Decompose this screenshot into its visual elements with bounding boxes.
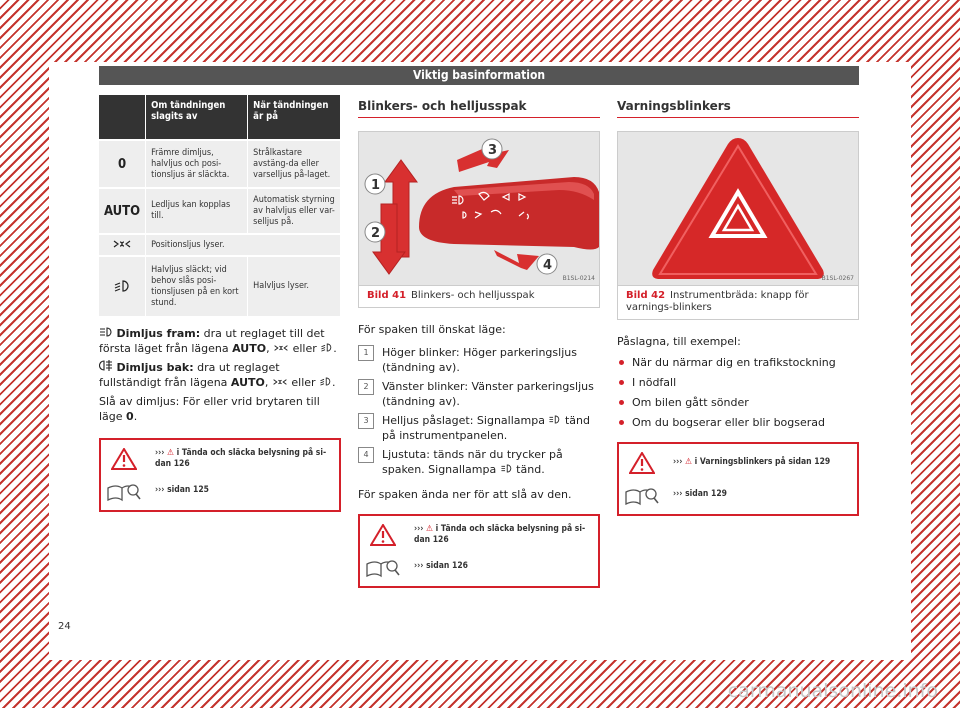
- rear-fog-label: Dimljus bak:: [116, 361, 194, 374]
- list-item: [617, 395, 859, 410]
- image-code: B1SL-0267: [821, 275, 854, 282]
- table-cell: Halvljus släckt; vid behov slås posi-tionsljusen på en kort stund.: [146, 256, 248, 316]
- front-fog-paragraph: [99, 326, 341, 356]
- reference-link[interactable]: ››› ⚠ i Varningsblinkers på sidan 129: [673, 457, 831, 467]
- table-header-off: Om tändningen slagits av: [146, 95, 248, 140]
- warning-triangle-icon: [360, 524, 406, 546]
- turn-signal-title: Blinkers- och helljusspak: [358, 95, 600, 118]
- page-reference-link[interactable]: ››› sidan 129: [673, 489, 727, 499]
- bullet-icon: [619, 380, 624, 385]
- text: Slå av dimljus: För eller vrid brytaren till läge: [99, 395, 320, 423]
- book-magnifier-icon: [101, 482, 147, 502]
- svg-text:2: 2: [371, 226, 381, 241]
- caption-text: Instrumentbräda: knapp för varnings-blinkers: [626, 290, 809, 313]
- table-cell: Strålkastare avstäng-da eller varselljus på-laget.: [248, 140, 341, 188]
- reference-text: sidan 125: [167, 485, 209, 495]
- svg-text:1: 1: [371, 178, 381, 193]
- watermark: carmanualsonline.info: [727, 680, 938, 702]
- text: ,: [266, 342, 274, 355]
- bullet-text: I nödfall: [632, 376, 677, 389]
- svg-text:4: 4: [543, 258, 553, 273]
- figure-caption: [359, 285, 599, 307]
- item-number: 4: [358, 447, 374, 463]
- text: Ljustuta: tänds när du trycker på spaken. Signallampa: [382, 448, 563, 476]
- hazard-lights-title: Varningsblinkers: [617, 95, 859, 118]
- item-number: 2: [358, 379, 374, 395]
- table-row: [99, 140, 341, 188]
- bullet-icon: [619, 400, 624, 405]
- list-item: [617, 415, 859, 430]
- position-light-icon: [273, 342, 289, 355]
- hazard-button-image: [618, 132, 858, 285]
- item-text: Vänster blinker: Vänster parkeringsljus (tändning av).: [382, 380, 594, 408]
- reference-text: i Tända och släcka belysning på si-dan 126: [414, 524, 586, 545]
- page-number: 24: [58, 621, 71, 632]
- item-text: [382, 447, 600, 477]
- text: .: [333, 342, 337, 355]
- warning-triangle-icon: [101, 448, 147, 470]
- table-cell: Främre dimljus, halvljus och posi-tionsljus är släckta.: [146, 140, 248, 188]
- svg-text:3: 3: [488, 143, 498, 158]
- table-cell: Ledljus kan kopplas till.: [146, 188, 248, 234]
- reference-box: [99, 438, 341, 512]
- text: tänd.: [512, 463, 545, 476]
- figure-41: [358, 131, 600, 308]
- bullet-icon: [619, 360, 624, 365]
- page-reference-link[interactable]: ››› sidan 125: [155, 485, 209, 495]
- text: dra ut reglaget till det första läget från lägena: [99, 327, 325, 355]
- low-beam-icon: [99, 256, 146, 316]
- text: tänd på instrumentpanelen.: [382, 414, 590, 442]
- reference-link[interactable]: ››› ⚠ i Tända och släcka belysning på si-dan 126: [414, 524, 586, 545]
- figure-42: [617, 131, 859, 320]
- reference-link[interactable]: ››› ⚠ i Tända och släcka belysning på si-dan 126: [155, 448, 327, 469]
- auto-symbol: AUTO: [230, 376, 265, 389]
- caption-text: Blinkers- och helljusspak: [411, 290, 535, 301]
- column-1: [99, 95, 341, 512]
- switch-auto-symbol: AUTO: [99, 188, 146, 234]
- low-beam-icon: [319, 376, 332, 389]
- image-code: B1SL-0214: [562, 275, 595, 282]
- figure-label: Bild 42: [626, 290, 666, 301]
- intro-text: För spaken till önskat läge:: [358, 323, 506, 336]
- front-fog-label: Dimljus fram:: [116, 327, 201, 340]
- light-switch-table: [99, 95, 341, 316]
- table-row: [99, 234, 341, 256]
- table-row: [99, 256, 341, 316]
- text: eller: [289, 342, 321, 355]
- table-header-on: När tändningen är på: [248, 95, 341, 140]
- high-beam-icon: [500, 463, 513, 476]
- rear-fog-paragraph: [99, 360, 341, 390]
- table-header-symbol: [99, 95, 146, 140]
- bullet-text: Om bilen gått sönder: [632, 396, 749, 409]
- position-light-icon: [99, 234, 146, 256]
- text: Helljus påslaget: Signallampa: [382, 414, 549, 427]
- table-row: [99, 188, 341, 234]
- table-cell: Automatisk styrning av halvljus eller var-selljus på.: [248, 188, 341, 234]
- item-text: Höger blinker: Höger parkeringsljus (tändning av).: [382, 346, 577, 374]
- switch-zero-symbol: 0: [99, 140, 146, 188]
- column-2: [358, 95, 600, 588]
- bullet-icon: [619, 420, 624, 425]
- outro-text: För spaken ända ner för att slå av den.: [358, 488, 572, 501]
- text: .: [332, 376, 336, 389]
- text: eller: [287, 376, 320, 389]
- section-header: Viktig basinformation: [99, 66, 859, 85]
- column-3: [617, 95, 859, 516]
- reference-box: [617, 442, 859, 516]
- reference-text: i Tända och släcka belysning på si-dan 126: [155, 448, 327, 469]
- bullet-text: När du närmar dig en trafikstockning: [632, 356, 836, 369]
- list-item: [363, 413, 600, 443]
- list-item: [363, 379, 600, 409]
- list-item: [617, 375, 859, 390]
- item-number: 1: [358, 345, 374, 361]
- lever-instructions: [358, 322, 600, 502]
- front-fog-icon: [99, 327, 113, 340]
- text: ,: [264, 376, 272, 389]
- low-beam-icon: [320, 342, 333, 355]
- figure-label: Bild 41: [367, 290, 407, 301]
- item-text: [382, 413, 600, 443]
- page-reference-link[interactable]: ››› sidan 126: [414, 561, 468, 571]
- fog-off-paragraph: [99, 394, 341, 424]
- hazard-usage-list: [617, 334, 859, 430]
- book-magnifier-icon: [619, 486, 665, 506]
- table-cell: Positionsljus lyser.: [146, 234, 341, 256]
- reference-box: [358, 514, 600, 588]
- table-cell: Halvljus lyser.: [248, 256, 341, 316]
- text: .: [133, 410, 138, 423]
- turn-signal-lever-image: [359, 132, 599, 285]
- item-number: 3: [358, 413, 374, 429]
- intro-text: Påslagna, till exempel:: [617, 335, 741, 348]
- reference-text: i Varningsblinkers på sidan 129: [694, 457, 831, 467]
- text: dra ut reglaget fullständigt från lägena: [99, 361, 280, 389]
- list-item: [617, 355, 859, 370]
- list-item: [363, 447, 600, 477]
- bullet-text: Om du bogserar eller blir bogserad: [632, 416, 826, 429]
- auto-symbol: AUTO: [232, 342, 267, 355]
- book-magnifier-icon: [360, 558, 406, 578]
- zero-symbol: 0: [126, 410, 134, 423]
- figure-caption: [618, 285, 858, 319]
- list-item: [363, 345, 600, 375]
- position-light-icon: [272, 376, 288, 389]
- rear-fog-icon: [99, 361, 113, 374]
- warning-triangle-icon: [619, 452, 665, 474]
- reference-text: sidan 129: [685, 489, 727, 499]
- reference-text: sidan 126: [426, 561, 468, 571]
- high-beam-icon: [548, 414, 561, 427]
